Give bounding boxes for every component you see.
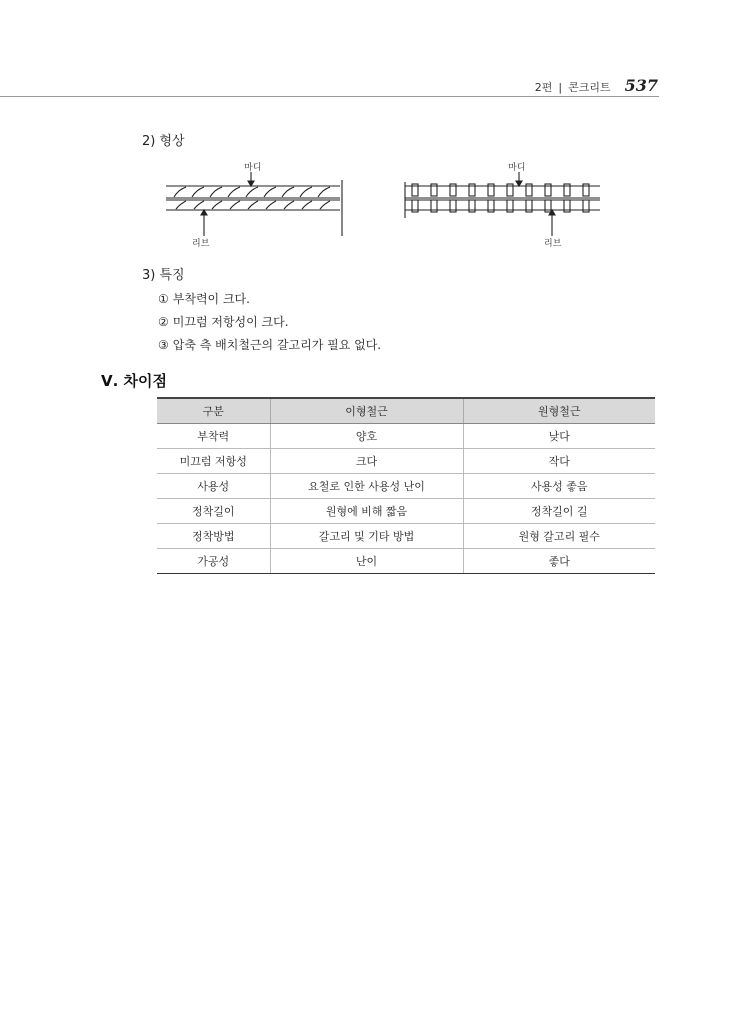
features-list [158,288,381,357]
table-row [157,499,655,524]
table-cell: 가공성 [157,549,270,574]
rib-mark [318,187,330,197]
table-header-cell: 이형철근 [270,398,463,424]
rib-mark [210,187,222,197]
table-cell: 좋다 [463,549,655,574]
rib-mark [192,187,204,197]
table-cell: 갈고리 및 기타 방법 [270,524,463,549]
table-row [157,549,655,574]
table-cell: 부착력 [157,424,270,449]
table-cell: 원형 갈고리 필수 [463,524,655,549]
round-bar-top-label: 마디 [508,163,526,173]
table-cell: 정착길이 길 [463,499,655,524]
table-cell: 원형에 비해 짧음 [270,499,463,524]
feature-item [158,311,381,334]
running-head [535,76,658,95]
shape-heading: 2) 형상 [142,134,185,149]
feature-item [158,334,381,357]
table-cell: 양호 [270,424,463,449]
round-bar-drawing [405,172,600,236]
table-cell: 사용성 [157,474,270,499]
rib-mark [284,201,294,209]
running-head-separator: | [558,81,563,94]
table-cell: 난이 [270,549,463,574]
deformed-bar-drawing [166,172,342,236]
rib-mark [194,201,204,209]
rib-mark [302,201,312,209]
deformed-bar-top-label: 마디 [244,163,262,173]
rib-mark [174,187,186,197]
features-heading: 3) 특징 [142,268,185,283]
table-header-cell: 원형철근 [463,398,655,424]
deformed-bar-bottom-label: 리브 [192,239,210,249]
table-row [157,449,655,474]
page-number: 537 [624,76,658,95]
table-cell: 정착길이 [157,499,270,524]
feature-item [158,288,381,311]
round-bar-bottom-label: 리브 [544,239,562,249]
header-rule [0,96,659,97]
rib-mark [282,187,294,197]
table-cell: 미끄럼 저항성 [157,449,270,474]
rib-mark [228,187,240,197]
rib-mark [248,201,258,209]
rib-mark [264,187,276,197]
feature-text: 부착력이 크다. [172,292,250,306]
rib-mark [246,187,258,197]
feature-marker: ② [158,315,169,329]
section-title: Ⅴ. 차이점 [101,372,167,390]
table-cell: 사용성 좋음 [463,474,655,499]
rib-mark [266,201,276,209]
table-row [157,524,655,549]
rib-mark [300,187,312,197]
rib-mark [212,201,222,209]
feature-marker: ① [158,292,169,306]
table-cell: 작다 [463,449,655,474]
table-cell: 요철로 인한 사용성 난이 [270,474,463,499]
comparison-table [157,397,655,574]
feature-marker: ③ [158,338,169,352]
rib-mark [230,201,240,209]
table-header-row [157,398,655,424]
table-cell: 크다 [270,449,463,474]
table-row [157,424,655,449]
table-header-cell: 구분 [157,398,270,424]
running-head-chapter: 콘크리트 [568,81,611,94]
rib-mark [320,201,330,209]
rebar-figure [160,160,610,250]
running-head-section: 2편 [534,81,553,94]
rebar-drawing [160,160,610,250]
table-cell: 정착방법 [157,524,270,549]
feature-text: 압축 측 배치철근의 갈고리가 필요 없다. [172,338,382,352]
table-row [157,474,655,499]
table-cell: 낮다 [463,424,655,449]
feature-text: 미끄럼 저항성이 크다. [172,315,289,329]
rib-mark [176,201,186,209]
